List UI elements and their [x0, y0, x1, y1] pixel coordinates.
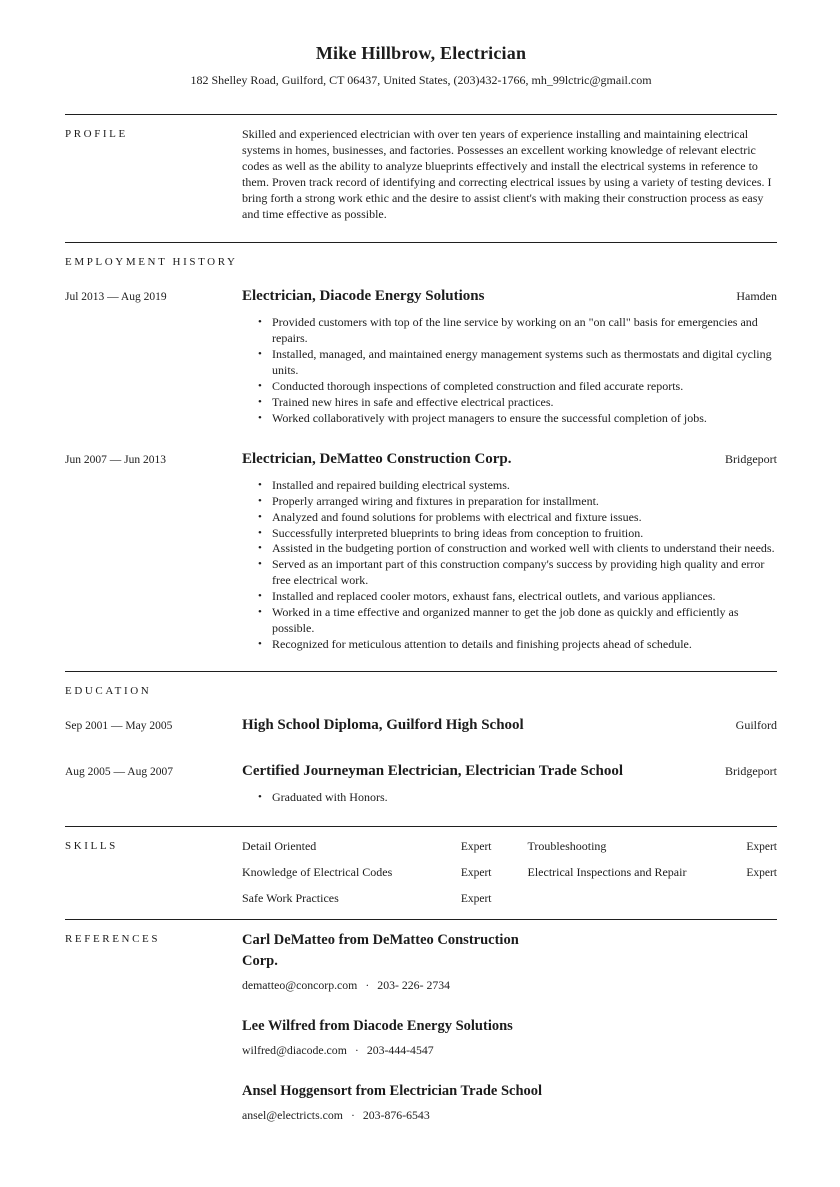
job-bullet: • Recognized for meticulous attention to details and finishing projects ahead of schedule.	[242, 637, 777, 653]
job-bullet: • Worked collaboratively with project managers to ensure the successful completion of jobs.	[242, 411, 777, 427]
resume-header	[65, 42, 777, 88]
reference-phone: 203-876-6543	[362, 1107, 430, 1122]
job-bullet: • Provided customers with top of the line service by working on an "on call" basis for emergencies and repairs.	[242, 315, 777, 347]
reference-name: Carl DeMatteo from DeMatteo Construction Corp.	[242, 931, 519, 969]
reference-email: ansel@electricts.com	[242, 1107, 343, 1122]
reference-contact	[242, 1043, 777, 1058]
reference-item	[242, 1016, 777, 1058]
reference-name: Lee Wilfred from Diacode Energy Solutions	[242, 1017, 513, 1034]
education-title: Certified Journeyman Electrician, Electrician Trade School	[242, 762, 624, 779]
separator-dot: ·	[354, 1042, 359, 1057]
reference-contact	[242, 978, 777, 993]
skills-section	[65, 826, 777, 919]
skill-level: Expert	[746, 840, 777, 853]
skills-section-label: SKILLS	[65, 839, 118, 852]
separator-dot: ·	[365, 977, 370, 992]
separator-dot: ·	[350, 1107, 355, 1122]
candidate-name: Mike Hillbrow, Electrician	[315, 43, 527, 63]
job-bullet: • Served as an important part of this construction company's success by providing high quality and error free electrical work.	[242, 557, 777, 589]
job-body	[242, 286, 777, 426]
education-entry	[65, 761, 777, 806]
skill-item	[242, 839, 492, 855]
education-entry	[65, 715, 777, 735]
reference-item	[242, 1081, 777, 1123]
skill-item	[242, 865, 492, 881]
job-bullet: • Successfully interpreted blueprints to bring ideas from conception to fruition.	[242, 526, 777, 542]
job-bullet-list	[242, 315, 777, 426]
education-dates: Sep 2001 — May 2005	[65, 719, 173, 732]
education-location: Bridgeport	[725, 763, 777, 778]
reference-item	[242, 930, 777, 993]
skill-item	[528, 865, 778, 881]
job-bullet: • Trained new hires in safe and effective electrical practices.	[242, 395, 777, 411]
references-section	[65, 919, 777, 1146]
job-location: Hamden	[736, 289, 777, 304]
skill-name: Electrical Inspections and Repair	[527, 864, 687, 879]
job-entry	[65, 449, 777, 653]
skill-item	[242, 891, 492, 907]
skill-level: Expert	[746, 866, 777, 879]
education-title: High School Diploma, Guilford High School	[242, 716, 524, 733]
job-body	[242, 449, 777, 653]
reference-list	[242, 920, 777, 1146]
education-bullet: • Graduated with Honors.	[242, 790, 777, 806]
education-bullet-list	[242, 790, 777, 806]
reference-phone: 203- 226- 2734	[377, 977, 451, 992]
job-location: Bridgeport	[725, 451, 777, 466]
profile-section	[65, 114, 777, 222]
job-bullet: • Assisted in the budgeting portion of construction and worked well with clients to understand their needs.	[242, 541, 777, 557]
job-dates: Jun 2007 — Jun 2013	[65, 453, 166, 466]
reference-name: Ansel Hoggensort from Electrician Trade School	[242, 1082, 543, 1099]
reference-email: wilfred@diacode.com	[242, 1042, 347, 1057]
contact-line: 182 Shelley Road, Guilford, CT 06437, United States, (203)432-1766, mh_99lctric@gmail.com	[190, 73, 652, 87]
skill-name: Knowledge of Electrical Codes	[242, 864, 393, 879]
job-title: Electrician, Diacode Energy Solutions	[242, 288, 485, 305]
education-section	[65, 671, 777, 806]
job-title: Electrician, DeMatteo Construction Corp.	[242, 450, 512, 467]
reference-phone: 203-444-4547	[366, 1042, 434, 1057]
skill-name: Detail Oriented	[242, 838, 317, 853]
job-bullet: • Properly arranged wiring and fixtures in preparation for installment.	[242, 494, 777, 510]
job-bullet: • Worked in a time effective and organized manner to get the job done as quickly and efficiently as possible.	[242, 605, 777, 637]
job-bullet: • Analyzed and found solutions for problems with electrical and fixture issues.	[242, 510, 777, 526]
job-bullet: • Installed, managed, and maintained energy management systems such as thermostats and digital cycling units.	[242, 347, 777, 379]
education-section-label: EDUCATION	[65, 684, 152, 697]
references-section-label: REFERENCES	[65, 932, 161, 945]
employment-entries	[65, 286, 777, 652]
job-bullet: • Installed and repaired building electrical systems.	[242, 478, 777, 494]
skill-level: Expert	[460, 892, 492, 905]
job-entry	[65, 286, 777, 426]
employment-section-label: EMPLOYMENT HISTORY	[65, 256, 238, 269]
job-bullet: • Installed and replaced cooler motors, exhaust fans, electrical outlets, and various appliances.	[242, 589, 777, 605]
education-body	[242, 761, 777, 806]
skill-level: Expert	[460, 866, 492, 879]
education-body	[242, 715, 777, 735]
reference-email: dematteo@concorp.com	[242, 977, 358, 992]
skill-name: Troubleshooting	[527, 838, 607, 853]
skill-name: Safe Work Practices	[242, 890, 339, 905]
profile-section-label: PROFILE	[65, 128, 128, 140]
job-dates: Jul 2013 — Aug 2019	[65, 291, 167, 304]
education-entries	[65, 715, 777, 806]
skill-item	[528, 839, 778, 855]
employment-section	[65, 242, 777, 652]
education-dates: Aug 2005 — Aug 2007	[65, 765, 173, 778]
skill-level: Expert	[460, 840, 492, 853]
profile-text: Skilled and experienced electrician with over ten years of experience installing and maintaining electrical systems in homes, businesses, and factories. Possesses an excellent working knowledge of relevant electric codes as well as the ability to analyze blueprints effectively and install the electrical systems in reference to them. Proven track record of identifying and correcting electrical issues by using a variety of testing devices. I bring forth a strong work ethic and the desire to assist client's with making their construction process as easy and time effective as possible.	[242, 127, 772, 221]
education-location: Guilford	[735, 717, 777, 732]
reference-contact	[242, 1108, 777, 1123]
job-bullet: • Conducted thorough inspections of completed construction and filed accurate reports.	[242, 379, 777, 395]
skills-grid	[242, 827, 777, 919]
job-bullet-list	[242, 478, 777, 653]
